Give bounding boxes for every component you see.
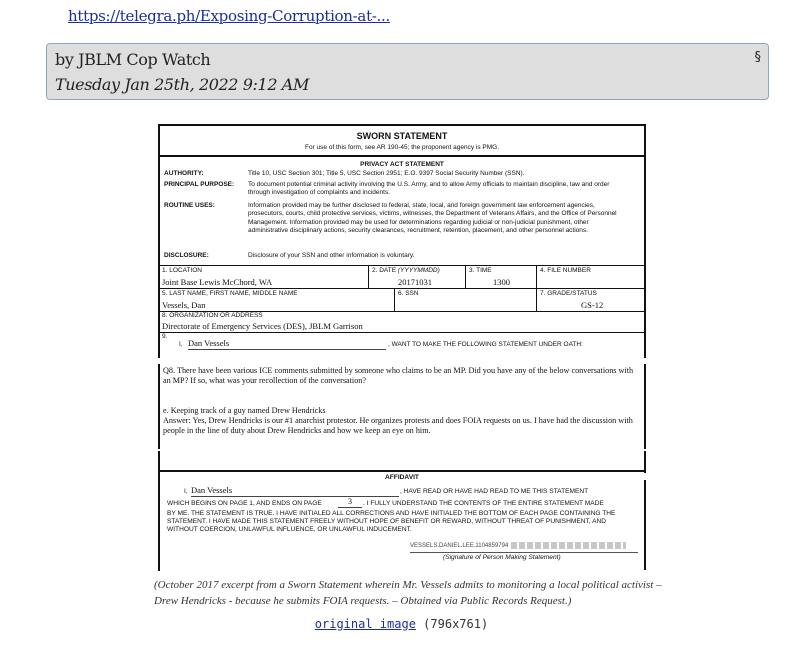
affidavit-title: AFFIDAVIT (385, 474, 419, 481)
signature-caption: (Signature of Person Making Statement) (443, 554, 561, 561)
border-fragment (644, 364, 646, 449)
name-value: Vessels, Dan (162, 300, 206, 310)
privacy-act-title: PRIVACY ACT STATEMENT (360, 161, 444, 168)
authority-label: AUTHORITY: (164, 170, 204, 177)
disclosure-text: Disclosure of your SSN and other information is voluntary. (248, 252, 415, 259)
divider (158, 332, 646, 333)
divider (465, 265, 466, 288)
original-image-link[interactable]: original image (314, 617, 416, 631)
border-fragment (644, 480, 646, 570)
time-value: 1300 (493, 277, 510, 287)
original-image-dimensions: (796x761) (423, 617, 489, 631)
affidavit-body: BY ME. THE STATEMENT IS TRUE. I HAVE INITIALED ALL CORRECTIONS AND HAVE INITIALED THE BOTTOM OF EACH PAGE CONTAINING THE STATEMENT. I HAVE MADE THIS STATEMENT FREELY WITHOUT HOPE OF BENEFIT OR REWARD, WITHOUT THREAT OF PUNISHMENT, AND WITHOUT COERCION, UNLAWFUL INFLUENCE, OR UNLAWFUL INDUCEMENT. (167, 510, 616, 534)
divider (158, 155, 646, 157)
sworn-statement-image[interactable] (158, 124, 646, 570)
oath-prefix: I, (179, 341, 183, 348)
divider (158, 470, 646, 472)
routine-uses-text: Information provided may be further disclosed to federal, state, local, and foreign government law enforcement agencies, prosecutors, courts, child protective services, victims, witnesses, the Department of Veterans Affairs, and the Office of Personnel Management. Information provided may be used for determinations regarding judicial or non-judicial punishment, other administrative disciplinary actions, security clearances, recruitment, retention, placement, and other personnel actions. (248, 202, 617, 235)
affidavit-line2-prefix: WHICH BEGINS ON PAGE 1, AND ENDS ON PAGE (167, 500, 322, 507)
organization-label: 8. ORGANIZATION OR ADDRESS (162, 312, 263, 319)
time-label: 3. TIME (469, 267, 492, 274)
file-number-label: 4. FILE NUMBER (540, 267, 591, 274)
affidavit-prefix: I, (184, 488, 188, 495)
item-9-label: 9. (162, 333, 168, 340)
divider (394, 288, 395, 311)
organization-value: Directorate of Emergency Services (DES), JBLM Garrison (162, 321, 363, 331)
divider (158, 288, 646, 289)
signature-line (410, 552, 638, 553)
name-label: 5. LAST NAME, FIRST NAME, MIDDLE NAME (162, 290, 298, 297)
oath-suffix: , WANT TO MAKE THE FOLLOWING STATEMENT UNDER OATH: (388, 341, 583, 348)
article-link[interactable]: https://telegra.ph/Exposing-Corruption-at-... (68, 7, 390, 25)
date-value: 20171031 (398, 277, 432, 287)
purpose-text: To document potential criminal activity involving the U.S. Army, and to allow Army officials to maintain discipline, law and order through investigation of complaints and incidents. (248, 181, 610, 197)
image-caption: (October 2017 excerpt from a Sworn Statement wherein Mr. Vessels admits to monitoring a local political activist – Drew Hendricks - because he submits FOIA requests. – Obtained via Public Records Request.) (154, 579, 662, 607)
statement-answer: Answer: Yes, Drew Hendricks is our #1 anarchist protestor. He organizes protests and does FOIA requests on us. I have had the discussion with people in the line of duty about Drew Hendricks and how we keep an eye on him. (163, 416, 633, 436)
border-fragment (644, 356, 646, 358)
authority-text: Title 10, USC Section 301; Title 5, USC Section 2951; E.O. 9397 Social Security Number (SSN). (248, 170, 525, 177)
routine-uses-label: ROUTINE USES: (164, 202, 215, 209)
purpose-label: PRINCIPAL PURPOSE: (164, 181, 235, 188)
byline-author: by JBLM Cop Watch (55, 50, 211, 69)
end-page-field: 3 (338, 497, 362, 508)
statement-question: Q8. There have been various ICE comments submitted by someone who claims to be an MP. Did you have any of the below conversations with an MP? If so, what was your recollection of the conversation? (163, 366, 634, 386)
location-label: 1. LOCATION (162, 267, 202, 274)
original-image-row (0, 617, 803, 631)
affidavit-line2-suffix: . I FULLY UNDERSTAND THE CONTENTS OF THE ENTIRE STATEMENT MADE (363, 500, 604, 507)
border-fragment (158, 356, 160, 358)
affidavit-line1-suffix: , HAVE READ OR HAVE HAD READ TO ME THIS STATEMENT (400, 488, 589, 495)
ssn-label: 6. SSN (398, 290, 419, 297)
disclosure-label: DISCLOSURE: (164, 252, 209, 259)
border-fragment (158, 364, 160, 449)
affidavit-name-field: Dan Vessels (191, 485, 399, 497)
oath-name-field: Dan Vessels (188, 338, 386, 350)
divider (368, 265, 369, 288)
form-title: SWORN STATEMENT (356, 131, 448, 141)
grade-label: 7. GRADE/STATUS (540, 290, 597, 297)
permalink-section-icon[interactable]: § (754, 50, 761, 65)
statement-item-e: e. Keeping track of a guy named Drew Hendricks (163, 406, 326, 415)
border-fragment (158, 451, 160, 571)
byline-date: Tuesday Jan 25th, 2022 9:12 AM (55, 75, 309, 94)
signature-fine-print (511, 542, 626, 549)
date-label: 2. DATE (YYYYMMDD) (372, 267, 440, 274)
form-subtitle: For use of this form, see AR 190-45; the proponent agency is PMG. (304, 144, 500, 151)
grade-value: GS-12 (581, 300, 604, 310)
divider (158, 265, 646, 266)
byline-box (46, 43, 769, 100)
digital-signature: VESSELS.DANIEL.LEE.1104859794 (410, 543, 509, 549)
location-value: Joint Base Lewis McChord, WA (162, 277, 273, 287)
